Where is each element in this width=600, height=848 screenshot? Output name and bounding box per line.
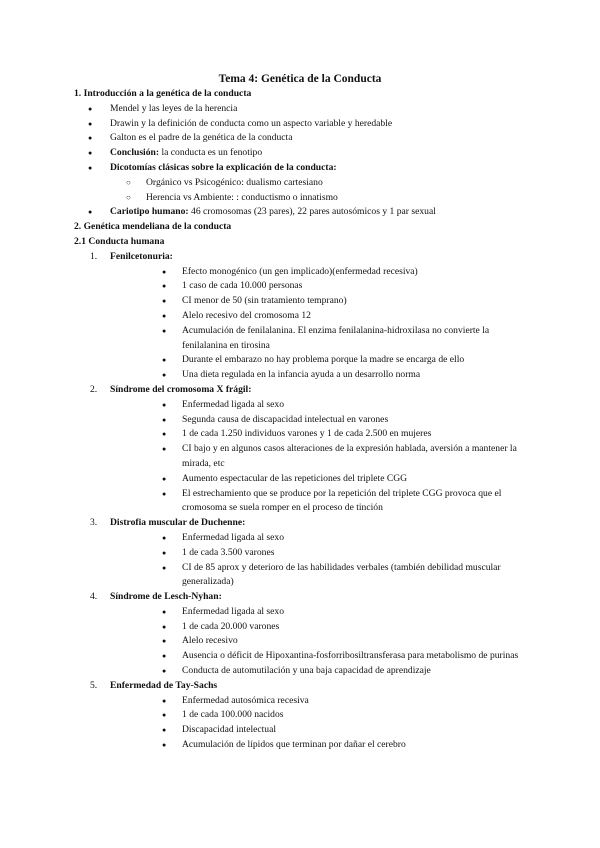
list-item: ● El estrechamiento que se produce por la repetición del triplete CGG provoca que el cromosoma se suela romper en el proceso de tinción — [110, 487, 524, 517]
list-item: ● Enfermedad ligada al sexo — [110, 531, 524, 546]
list-item: ● Cariotipo humano: 46 cromosomas (23 pares), 22 pares autosómicos y 1 par sexual — [74, 205, 524, 220]
list-item: ● Acumulación de lípidos que terminan por dañar el cerebro — [110, 738, 524, 753]
list-item: ● Enfermedad autosómica recesiva — [110, 694, 524, 709]
list-item: ● CI de 85 aprox y deterioro de las habilidades verbales (también debilidad muscular generalizada) — [110, 561, 524, 591]
disorders-list — [74, 250, 524, 753]
disorder-name: Síndrome de Lesch-Nyhan: — [110, 591, 222, 603]
list-item: ● CI menor de 50 (sin tratamiento temprano) — [110, 294, 524, 309]
disorder-name: Fenilcetonuria: — [110, 250, 173, 262]
list-item: ● Galton es el padre de la genética de la conducta — [74, 131, 524, 146]
list-item: ● Drawin y la definición de conducta como un aspecto variable y heredable — [74, 117, 524, 132]
list-item: ● Enfermedad ligada al sexo — [110, 605, 524, 620]
disorder-item: 1. Fenilcetonuria: ● Efecto monogénico (un gen implicado)(enfermedad recesiva) ● 1 caso de cada 10.000 personas ● CI menor de 50 (sin tratamiento temprano) ● Alelo recesivo del cromosoma 12 ● Acumulación de fenilalanina. El enzima fenilalanina-hidroxilasa no convierte la fenilalanina en tirosina ● Durante el embarazo no hay problema porque la madre se encarga de ello ● Una dieta regulada en la infancia ayuda a un desarrollo norma — [74, 250, 524, 383]
section-1-heading: 1. Introducción a la genética de la conducta — [74, 88, 252, 99]
list-item: ● Alelo recesivo del cromosoma 12 — [110, 309, 524, 324]
list-item: ● Una dieta regulada en la infancia ayuda a un desarrollo norma — [110, 368, 524, 383]
sublist-item: ○ Herencia vs Ambiente: : conductismo o innatismo — [74, 191, 524, 206]
list-item: ● CI bajo y en algunos casos alteraciones de la expresión hablada, aversión a mantener la mirada, etc — [110, 442, 524, 472]
section-1-list-cont — [74, 205, 524, 220]
list-item: ● Dicotomías clásicas sobre la explicación de la conducta: — [74, 161, 524, 176]
list-item: ● 1 de cada 1.250 individuos varones y 1 de cada 2.500 en mujeres — [110, 427, 524, 442]
list-item: ● Mendel y las leyes de la herencia — [74, 102, 524, 117]
list-item: ● Efecto monogénico (un gen implicado)(enfermedad recesiva) — [110, 265, 524, 280]
section-1-list — [74, 102, 524, 176]
list-item: ● Aumento espectacular de las repeticiones del triplete CGG — [110, 472, 524, 487]
disorder-item: 4. Síndrome de Lesch-Nyhan: ● Enfermedad ligada al sexo ● 1 de cada 20.000 varones ● Alelo recesivo ● Ausencia o déficit de Hipoxantina-fosforribosiltransferasa para metabolismo de purinas ● Conducta de automutilación y una baja capacidad de aprendizaje — [74, 590, 524, 679]
disorder-item: 5. Enfermedad de Tay-Sachs ● Enfermedad autosómica recesiva ● 1 de cada 100.000 nacidos ● Discapacidad intelectual ● Acumulación de lípidos que terminan por dañar el cerebro — [74, 679, 524, 753]
dichotomy-sublist — [74, 176, 524, 206]
disorder-item: 3. Distrofia muscular de Duchenne: ● Enfermedad ligada al sexo ● 1 de cada 3.500 varones ● CI de 85 aprox y deterioro de las habilidades verbales (también debilidad muscular generalizada) — [74, 516, 524, 590]
list-item: ● 1 caso de cada 10.000 personas — [110, 279, 524, 294]
disorder-name: Síndrome del cromosoma X frágil: — [110, 383, 252, 395]
list-item: ● 1 de cada 20.000 varones — [110, 620, 524, 635]
section-2-heading: 2. Genética mendeliana de la conducta — [74, 221, 232, 233]
disorder-name: Enfermedad de Tay-Sachs — [110, 679, 218, 691]
list-item: ● 1 de cada 3.500 varones — [110, 546, 524, 561]
list-item: ● Ausencia o déficit de Hipoxantina-fosforribosiltransferasa para metabolismo de purinas — [110, 649, 524, 664]
list-item: ● Conducta de automutilación y una baja capacidad de aprendizaje — [110, 664, 524, 679]
list-item: ● Conclusión: la conducta es un fenotipo — [74, 146, 524, 161]
document-content — [74, 87, 524, 753]
section-2-1-heading: 2.1 Conducta humana — [74, 235, 165, 247]
list-item: ● 1 de cada 100.000 nacidos — [110, 708, 524, 723]
disorder-item: 2. Síndrome del cromosoma X frágil: ● Enfermedad ligada al sexo ● Segunda causa de discapacidad intelectual en varones ● 1 de cada 1.250 individuos varones y 1 de cada 2.500 en mujeres ● CI bajo y en algunos casos alteraciones de la expresión hablada, aversión a mantener la mirada, etc ● Aumento espectacular de las repeticiones del triplete CGG ● El estrechamiento que se produce por la repetición del triplete CGG provoca que el cromosoma se suela romper en el proceso de tinción — [74, 383, 524, 516]
list-item: ● Segunda causa de discapacidad intelectual en varones — [110, 413, 524, 428]
list-item: ● Discapacidad intelectual — [110, 723, 524, 738]
list-item: ● Acumulación de fenilalanina. El enzima fenilalanina-hidroxilasa no convierte la fenilalanina en tirosina — [110, 324, 524, 354]
list-item: ● Alelo recesivo — [110, 634, 524, 649]
sublist-item: ○ Orgánico vs Psicogénico: dualismo cartesiano — [74, 176, 524, 191]
list-item: ● Durante el embarazo no hay problema porque la madre se encarga de ello — [110, 353, 524, 368]
list-item: ● Enfermedad ligada al sexo — [110, 398, 524, 413]
document-title: Tema 4: Genética de la Conducta — [218, 73, 382, 85]
disorder-name: Distrofia muscular de Duchenne: — [110, 517, 246, 529]
